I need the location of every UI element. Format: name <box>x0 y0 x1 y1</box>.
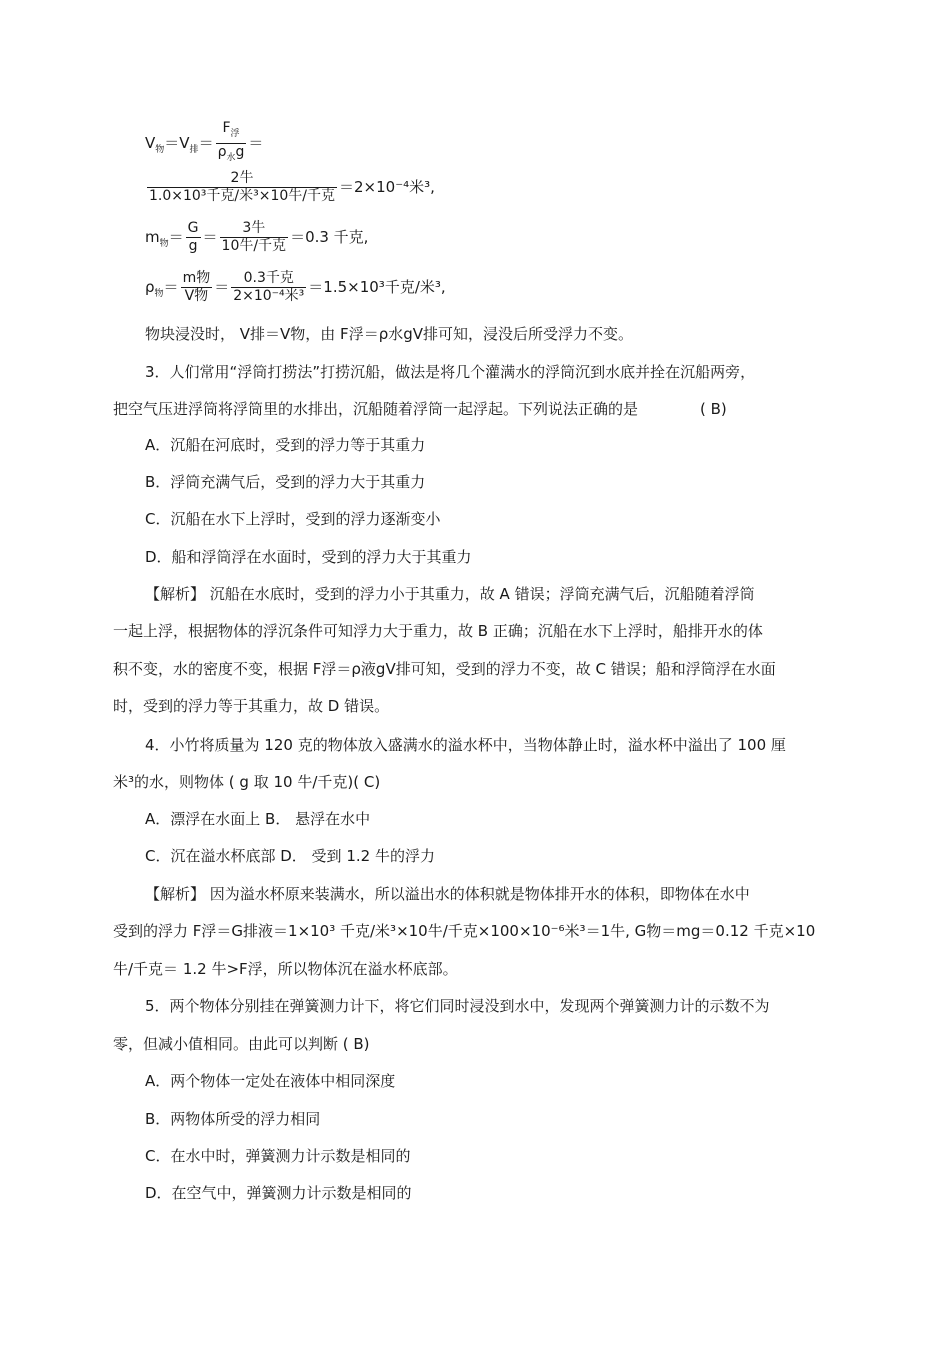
question-3-explanation: 一起上浮，根据物体的浮沉条件可知浮力大于重力，故 B 正确；沉船在水下上浮时，船排开水的体 <box>113 622 763 640</box>
formula-mass <box>145 220 368 255</box>
fraction-denominator: 2×10⁻⁴米³ <box>233 288 305 304</box>
fraction-numerator: G <box>187 220 199 236</box>
fraction <box>220 220 289 255</box>
fraction-numerator: 3牛 <box>220 220 289 238</box>
question-4-options-ab: A．漂浮在水面上 B． 悬浮在水中 <box>145 810 371 828</box>
fraction-numerator: 0.3千克 <box>231 270 306 288</box>
question-3-answer: ( B) <box>700 400 727 418</box>
formula-text: ＝ <box>248 134 264 152</box>
question-5-option-d: D．在空气中，弹簧测力计示数是相同的 <box>145 1184 412 1202</box>
question-3-explanation: 【解析】 沉船在水底时，受到的浮力小于其重力，故 A 错误；浮筒充满气后，沉船随着浮筒 <box>145 585 755 603</box>
formula-text: ＝1.5×10³千克/米³, <box>308 278 446 296</box>
fraction <box>216 120 247 167</box>
question-3-option-d: D．船和浮筒浮在水面时，受到的浮力大于其重力 <box>145 548 472 566</box>
fraction-denominator: 1.0×10³千克/米³×10牛/千克 <box>149 188 336 204</box>
fraction <box>186 220 201 255</box>
question-4-stem: 4．小竹将质量为 120 克的物体放入盛满水的溢水杯中，当物体静止时，溢水杯中溢出了 100 厘 <box>145 736 786 754</box>
fraction <box>147 170 337 205</box>
question-3-stem: 把空气压进浮筒将浮筒里的水排出，沉船随着浮筒一起浮起。下列说法正确的是 <box>113 400 639 418</box>
formula-text: m <box>145 228 160 246</box>
question-3-option-a: A．沉船在河底时，受到的浮力等于其重力 <box>145 436 426 454</box>
formula-volume <box>145 120 263 167</box>
fraction-denominator: 10牛/千克 <box>221 238 287 254</box>
formula-volume-value <box>145 170 435 205</box>
question-4-options-cd: C．沉在溢水杯底部 D． 受到 1.2 牛的浮力 <box>145 847 435 865</box>
formula-subscript: 物 <box>155 145 165 155</box>
question-5-option-c: C．在水中时，弹簧测力计示数是相同的 <box>145 1147 411 1165</box>
fraction <box>181 270 213 305</box>
formula-text: ＝ <box>202 228 218 246</box>
paragraph-line: 物块浸没时， V排＝V物，由 F浮＝ρ水gV排可知，浸没后所受浮力不变。 <box>145 325 633 343</box>
formula-text: ＝V <box>164 134 190 152</box>
formula-text: ＝ <box>214 278 230 296</box>
question-5-stem: 5．两个物体分别挂在弹簧测力计下，将它们同时浸没到水中，发现两个弹簧测力计的示数不为 <box>145 997 770 1015</box>
fraction <box>231 270 306 305</box>
formula-text: ρ <box>145 278 155 296</box>
question-3-explanation: 时，受到的浮力等于其重力，故 D 错误。 <box>113 697 390 715</box>
question-4-explanation: 受到的浮力 F浮＝G排液＝1×10³ 千克/米³×10牛/千克×100×10⁻⁶米³＝1牛, G物＝mg＝0.12 千克×10 <box>113 922 816 940</box>
question-4-explanation: 【解析】 因为溢水杯原来装满水，所以溢出水的体积就是物体排开水的体积，即物体在水中 <box>145 885 750 903</box>
fraction-denominator: $\rho_水g$ <box>217 144 245 163</box>
fraction-numerator: 2牛 <box>147 170 337 188</box>
question-3-stem: 3．人们常用“浮筒打捞法”打捞沉船，做法是将几个灌满水的浮筒沉到水底并拴在沉船两旁， <box>145 363 756 381</box>
formula-text: ＝2×10⁻⁴米³, <box>339 178 435 196</box>
formula-density <box>145 270 446 305</box>
formula-text: ＝0.3 千克, <box>290 228 369 246</box>
question-4-stem: 米³的水，则物体 ( g 取 10 牛/千克)( C) <box>113 773 381 791</box>
fraction-numerator: $F_浮$ <box>216 120 247 144</box>
fraction-numerator: m物 <box>182 270 211 286</box>
question-3-explanation: 积不变，水的密度不变，根据 F浮＝ρ液gV排可知，受到的浮力不变，故 C 错误；船和浮筒浮在水面 <box>113 660 776 678</box>
formula-subscript: 物 <box>159 239 169 249</box>
question-4-explanation: 牛/千克＝ 1.2 牛>F浮，所以物体沉在溢水杯底部。 <box>113 960 458 978</box>
formula-text: ＝ <box>163 278 179 296</box>
formula-subscript: 排 <box>189 145 199 155</box>
question-5-option-a: A．两个物体一定处在液体中相同深度 <box>145 1072 396 1090</box>
question-5-option-b: B．两物体所受的浮力相同 <box>145 1110 321 1128</box>
question-3-option-b: B．浮筒充满气后，受到的浮力大于其重力 <box>145 473 426 491</box>
formula-text: ＝ <box>198 134 214 152</box>
formula-subscript: 物 <box>154 289 164 299</box>
fraction-denominator: V物 <box>184 288 209 304</box>
question-5-stem: 零，但减小值相同。由此可以判断 ( B) <box>113 1035 370 1053</box>
formula-text: V <box>145 134 156 152</box>
formula-text: ＝ <box>168 228 184 246</box>
question-3-option-c: C．沉船在水下上浮时，受到的浮力逐渐变小 <box>145 510 441 528</box>
fraction-denominator: g <box>188 238 198 254</box>
